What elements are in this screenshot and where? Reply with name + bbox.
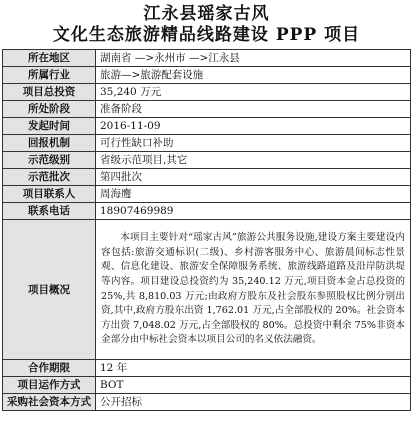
- overview-text: 本项目主要针对“瑶家古风”旅游公共服务设施,建设方案主要建设内容包括:旅游交通标识(二级)、乡村游客服务中心、旅游晨间标志性景观、信息化建设、旅游安全保障服务系统、旅游线路道路及沿岸防洪堤等内容。项目建设总投资约为 35,240.12 万元,项目资本金占总投资的 25%,共 8,810.03 万元;由政府方股东及社会股东参照股权比例分别出资,其中,政府方股东出资 1,762.01 万元,占全部股权的 20%。社会资本方出资 7,048.02 万元,占全部股权的 80%。总投资中剩余 75%非资本金部分由中标社会资本以项目公司的名义依法融资。: [96, 220, 411, 360]
- row-value: 第四批次: [96, 169, 411, 186]
- row-value: 周海鹰: [96, 186, 411, 203]
- table-row: [3, 50, 411, 67]
- row-label: 合作期限: [3, 360, 96, 377]
- row-value: 35,240 万元: [96, 84, 411, 101]
- table-row: [3, 84, 411, 101]
- row-value: BOT: [96, 377, 411, 394]
- row-label: 所属行业: [3, 67, 96, 84]
- row-label: 回报机制: [3, 135, 96, 152]
- row-label: 项目联系人: [3, 186, 96, 203]
- title-line-1: 江永县瑶家古风: [143, 4, 270, 24]
- row-value: 2016-11-09: [96, 118, 411, 135]
- table-row: [3, 394, 411, 411]
- overview-label: 项目概况: [3, 220, 96, 360]
- table-row: [3, 360, 411, 377]
- table-row: [3, 67, 411, 84]
- table-row: [3, 101, 411, 118]
- table-row: [3, 169, 411, 186]
- table-row: [3, 152, 411, 169]
- row-label: 示范批次: [3, 169, 96, 186]
- row-label: 采购社会资本方式: [3, 394, 96, 411]
- table-row-overview: [3, 220, 411, 360]
- row-value: 12 年: [96, 360, 411, 377]
- row-label: 项目总投资: [3, 84, 96, 101]
- row-label: 所在地区: [3, 50, 96, 67]
- row-value: 可行性缺口补助: [96, 135, 411, 152]
- table-row: [3, 203, 411, 220]
- row-label: 联系电话: [3, 203, 96, 220]
- table-row: [3, 186, 411, 203]
- row-value: 湖南省 —>永州市 —>江永县: [96, 50, 411, 67]
- table-row: [3, 135, 411, 152]
- table-row: [3, 377, 411, 394]
- row-label: 项目运作方式: [3, 377, 96, 394]
- row-value: 准备阶段: [96, 101, 411, 118]
- row-value: 省级示范项目,其它: [96, 152, 411, 169]
- title-line-2: 文化生态旅游精品线路建设 PPP 项目: [52, 25, 361, 45]
- row-value: 18907469989: [96, 203, 411, 220]
- row-label: 所处阶段: [3, 101, 96, 118]
- row-label: 发起时间: [3, 118, 96, 135]
- row-value: 公开招标: [96, 394, 411, 411]
- project-info-table: [2, 49, 411, 411]
- row-value: 旅游—>旅游配套设施: [96, 67, 411, 84]
- table-row: [3, 118, 411, 135]
- row-label: 示范级别: [3, 152, 96, 169]
